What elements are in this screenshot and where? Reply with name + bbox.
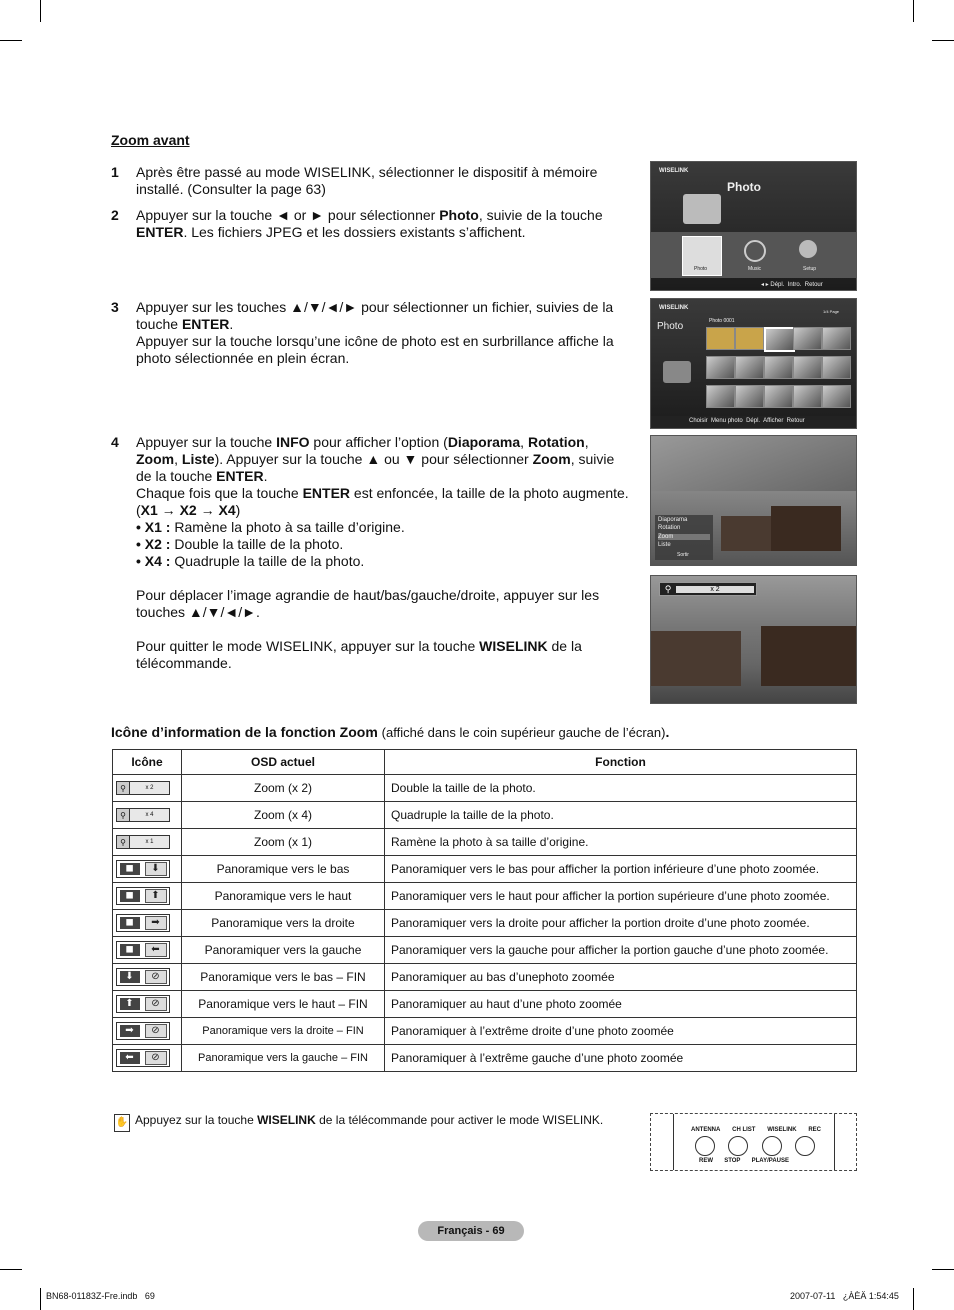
music-icon [744, 240, 766, 262]
table-row [113, 775, 857, 802]
photo-thumbnail [735, 327, 764, 350]
menu-item-list: Liste [658, 542, 671, 548]
zoom-osd [659, 582, 757, 596]
table-row [113, 937, 857, 964]
crop-mark [40, 0, 41, 22]
function-cell: Double la taille de la photo. [385, 775, 857, 802]
function-cell: Ramène la photo à sa taille d’origine. [385, 829, 857, 856]
osd-cell: Panoramique vers le haut – FIN [182, 991, 385, 1018]
pan-icon [116, 914, 170, 932]
function-cell: Panoramiquer à l’extrême gauche d’une photo zoomée [385, 1045, 857, 1072]
antenna-button[interactable] [695, 1136, 715, 1156]
no-entry-icon: ⊘ [145, 1051, 167, 1065]
photo-thumbnail [793, 327, 822, 350]
nav-return: Retour [804, 282, 823, 288]
arrow-icon: ⬅ [145, 943, 167, 957]
photo-preview-icon [663, 361, 691, 383]
osd-cell: Panoramique vers le bas [182, 856, 385, 883]
crop-mark [0, 40, 22, 41]
file-info: BN68-01183Z-Fre.indb 69 [46, 1291, 155, 1301]
osd-cell: Panoramique vers la droite [182, 910, 385, 937]
osd-cell: Panoramique vers la droite – FIN [182, 1018, 385, 1045]
camera-icon: ◼ [120, 917, 140, 929]
table-row [113, 829, 857, 856]
photo-thumbnail [706, 356, 735, 379]
table-row [113, 1018, 857, 1045]
magnifier-icon: ⚲ [117, 809, 130, 821]
function-cell: Quadruple la taille de la photo. [385, 802, 857, 829]
zoom-level: x 2 [676, 586, 754, 593]
step-number: 3 [111, 299, 119, 315]
print-stamp: 2007-07-11 ¿ÀÈÄ 1:54:45 [790, 1291, 899, 1301]
col-osd: OSD actuel [182, 750, 385, 775]
icon-cell [113, 937, 182, 964]
photo-house [721, 516, 771, 551]
function-cell: Panoramiquer au haut d’une photo zoomée [385, 991, 857, 1018]
table-row [113, 991, 857, 1018]
playpause-button-label: PLAY/PAUSE [751, 1158, 789, 1164]
osd-cell: Panoramiquer vers la gauche [182, 937, 385, 964]
magnifier-icon: ⚲ [117, 836, 130, 848]
step-number: 4 [111, 434, 119, 450]
table-row [113, 883, 857, 910]
no-entry-icon: ⊘ [145, 997, 167, 1011]
zoom-osd-icon [116, 808, 170, 822]
bottom-hint [689, 418, 805, 424]
photo-thumbnail [764, 385, 793, 408]
crop-mark [913, 1288, 914, 1310]
rew-button-label: REW [699, 1158, 713, 1164]
function-cell: Panoramiquer vers la droite pour afficher la portion droite d’une photo zoomée. [385, 910, 857, 937]
crop-mark [932, 1269, 954, 1270]
zoom-osd-label: x 4 [145, 812, 154, 818]
arrow-icon: ⬅ [120, 1052, 140, 1064]
nav-hint [761, 281, 823, 288]
icon-cell [113, 1045, 182, 1072]
pan-end-icon [116, 1049, 170, 1067]
wiselink-button[interactable] [762, 1136, 782, 1156]
photo-thumbnail [822, 356, 851, 379]
hint-menu: Menu photo [711, 418, 743, 424]
section-title: Zoom avant [111, 132, 190, 148]
arrow-icon: ➡ [120, 1025, 140, 1037]
camera-icon: ◼ [120, 863, 140, 875]
remote-buttons-row1 [695, 1136, 815, 1156]
crop-mark [40, 1288, 41, 1310]
thumbnail-grid [706, 327, 851, 413]
hint-move: Dépl. [746, 418, 761, 424]
function-cell: Panoramiquer au bas d’unephoto zoomée [385, 964, 857, 991]
camera-icon [683, 194, 721, 224]
camera-icon: ◼ [120, 944, 140, 956]
note-bold: WISELINK [257, 1113, 316, 1127]
pan-end-icon [116, 968, 170, 986]
wiselink-logo: WISELINK [659, 305, 689, 311]
camera-icon: ◼ [120, 890, 140, 902]
icon-cell [113, 991, 182, 1018]
photo-thumbnail [822, 385, 851, 408]
photo-thumbnail [793, 356, 822, 379]
remote-row2 [699, 1158, 789, 1164]
function-cell: Panoramiquer vers le haut pour afficher la portion supérieure d’une photo zoomée. [385, 883, 857, 910]
crop-mark [932, 40, 954, 41]
wiselink-button-label: WISELINK [767, 1127, 797, 1133]
icon-cell [113, 910, 182, 937]
photo-thumbnail [706, 327, 735, 350]
folder-name: Photo 0001 [709, 318, 735, 324]
arrow-icon: ⬆ [120, 998, 140, 1010]
function-cell: Panoramiquer à l’extrême droite d’une photo zoomée [385, 1018, 857, 1045]
screen-photo-zoom [650, 575, 857, 704]
no-entry-icon: ⊘ [145, 970, 167, 984]
table-row [113, 1045, 857, 1072]
step-number: 1 [111, 164, 119, 180]
osd-cell: Zoom (x 1) [182, 829, 385, 856]
photo-thumbnail [822, 327, 851, 350]
no-entry-icon: ⊘ [145, 1024, 167, 1038]
pan-end-icon [116, 1022, 170, 1040]
note-icon: ✋ [114, 1114, 130, 1132]
table-heading-end: . [665, 724, 670, 740]
table-heading [111, 724, 856, 740]
menu-item-slideshow: Diaporama [658, 517, 688, 523]
zoom-osd-label: x 1 [145, 839, 154, 845]
chlist-button[interactable] [728, 1136, 748, 1156]
pan-end-icon [116, 995, 170, 1013]
col-icon: Icône [113, 750, 182, 775]
table-row [113, 802, 857, 829]
stop-button-label: STOP [724, 1158, 741, 1164]
table-row [113, 910, 857, 937]
step-text: Appuyer sur les touches ▲/▼/◄/► pour sélectionner un fichier, suivies de la touche ENTER. Appuyer sur la touche lorsqu’une icône de photo est en surbrillance affiche la photo sélectionnée en plein écran. [136, 299, 614, 366]
menu-quit: Sortir [677, 552, 689, 558]
screen-title: Photo [727, 180, 761, 194]
function-cell: Panoramiquer vers le bas pour afficher la portion inférieure d’une photo zoomée. [385, 856, 857, 883]
remote-image [650, 1113, 857, 1171]
hint-select: Choisir [689, 418, 708, 424]
hint-return: Retour [786, 418, 805, 424]
nav-move: ◂ ▸ Dépl. [761, 282, 785, 288]
photo-thumbnail [764, 356, 793, 379]
menu-label: Photo [694, 266, 708, 272]
osd-cell: Zoom (x 4) [182, 802, 385, 829]
photo-thumbnail [735, 356, 764, 379]
rec-button-label: REC [808, 1127, 821, 1133]
table-heading-bold: Icône d’information de la fonction Zoom [111, 724, 378, 740]
zoom-info-table [112, 749, 857, 1072]
crop-mark [913, 0, 914, 22]
info-menu [655, 515, 713, 560]
icon-cell [113, 883, 182, 910]
arrow-icon: ⬆ [145, 889, 167, 903]
photo-house [651, 631, 741, 686]
rec-button[interactable] [795, 1136, 815, 1156]
photo-mountains [651, 436, 856, 491]
step-text: Appuyer sur la touche ◄ or ► pour sélectionner Photo, suivie de la touche ENTER. Les fichiers JPEG et les dossiers existants s’affichent. [136, 207, 603, 240]
page-indicator: 1/4 Page [823, 309, 840, 314]
arrow-icon: ⬇ [145, 862, 167, 876]
icon-cell [113, 802, 182, 829]
arrow-icon: ➡ [145, 916, 167, 930]
photo-thumbnail [706, 385, 735, 408]
zoom-osd-icon [116, 835, 170, 849]
pan-icon [116, 941, 170, 959]
photo-thumbnail [764, 327, 795, 352]
col-function: Fonction [385, 750, 857, 775]
table-header-row [113, 750, 857, 775]
screen-photo-list [650, 298, 857, 429]
function-cell: Panoramiquer vers la gauche pour afficher la portion gauche d’une photo zoomée. [385, 937, 857, 964]
hint-show: Afficher [763, 418, 784, 424]
table-row [113, 964, 857, 991]
icon-cell [113, 964, 182, 991]
step-text: Appuyer sur la touche INFO pour afficher l’option (Diaporama, Rotation, Zoom, Liste). Appuyer sur la touche ▲ ou ▼ pour sélectionner Zoom, suivie de la touche ENTER. Chaque fois que la touche ENTER est enfoncée, la taille de la photo augmente. (X1 → X2 → X4) • X1 : Ramène la photo à sa taille d’origine. • X2 : Double la taille de la photo. • X4 : Quadruple la taille de la photo. Pour déplacer l’image agrandie de haut/bas/gauche/droite, appuyer sur les touches ▲/▼/◄/►. Pour quitter le mode WISELINK, appuyer sur la touche WISELINK de la télécommande. [136, 434, 629, 671]
remote-row1 [691, 1127, 821, 1133]
osd-cell: Zoom (x 2) [182, 775, 385, 802]
photo-thumbnail [735, 385, 764, 408]
chlist-button-label: CH LIST [732, 1127, 756, 1133]
crop-mark [0, 1269, 22, 1270]
menu-item-zoom: Zoom [658, 534, 710, 540]
zoom-osd-label: x 2 [145, 785, 154, 791]
nav-enter: Intro. [787, 282, 802, 288]
step-text: Après être passé au mode WISELINK, sélectionner le dispositif à mémoire installé. (Consulter la page 63) [136, 164, 598, 197]
menu-label: Music [748, 266, 762, 272]
screen-wiselink-main [650, 161, 857, 291]
magnifier-icon: ⚲ [117, 782, 130, 794]
pan-icon [116, 860, 170, 878]
icon-cell [113, 775, 182, 802]
osd-cell: Panoramique vers le haut [182, 883, 385, 910]
antenna-button-label: ANTENNA [691, 1127, 721, 1133]
note-pre: Appuyez sur la touche [135, 1113, 254, 1127]
table-row [113, 856, 857, 883]
pan-icon [116, 887, 170, 905]
arrow-icon: ⬇ [120, 971, 140, 983]
magnifier-icon: ⚲ [664, 583, 672, 594]
menu-item-rotation: Rotation [658, 525, 681, 531]
zoom-osd-icon [116, 781, 170, 795]
step-number: 2 [111, 207, 119, 223]
screen-title: Photo [657, 321, 684, 332]
icon-cell [113, 829, 182, 856]
osd-cell: Panoramique vers la gauche – FIN [182, 1045, 385, 1072]
photo-house [761, 626, 856, 686]
icon-cell [113, 856, 182, 883]
icon-cell [113, 1018, 182, 1045]
note-text [135, 1113, 635, 1127]
menu-label: Setup [803, 266, 817, 272]
note-post: de la télécommande pour activer le mode WISELINK. [319, 1113, 604, 1127]
osd-cell: Panoramique vers le bas – FIN [182, 964, 385, 991]
photo-thumbnail [793, 385, 822, 408]
photo-house [771, 506, 841, 551]
setup-icon [799, 240, 817, 258]
page-number: Français - 69 [418, 1221, 524, 1241]
wiselink-logo: WISELINK [659, 168, 689, 174]
screen-photo-menu [650, 435, 857, 566]
table-heading-note: (affiché dans le coin supérieur gauche de l’écran) [381, 725, 666, 740]
